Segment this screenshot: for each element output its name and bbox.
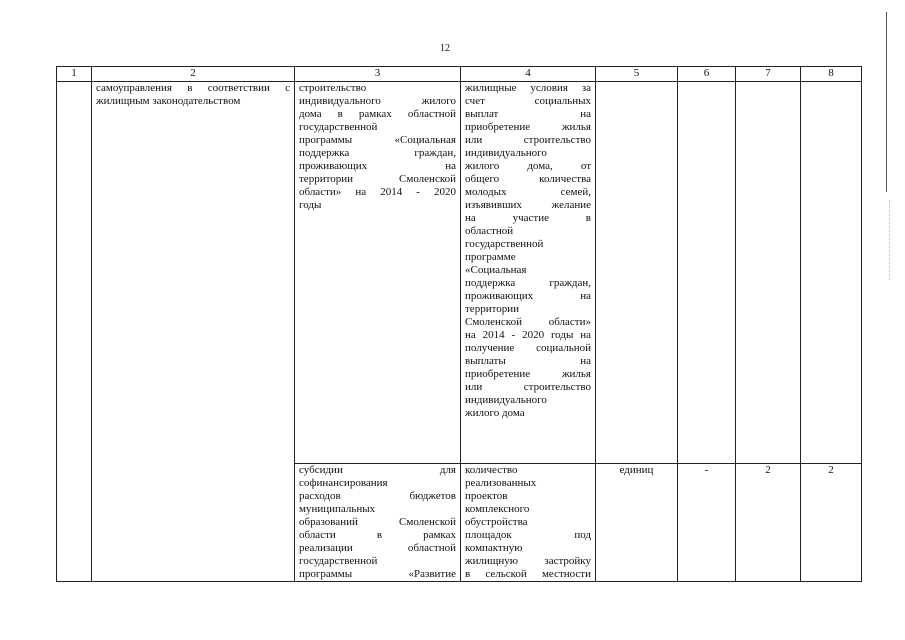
row1-col3-line: программы «Социальная: [299, 134, 456, 146]
row1-col4-line: выплаты на: [465, 355, 591, 367]
row1-col3-line: годы: [299, 199, 322, 211]
row1-col4-line: выплат на: [465, 108, 591, 120]
row1-col4-line: Смоленской области»: [465, 316, 591, 328]
row2-col7-cell: 2: [736, 464, 801, 582]
row2-col4-line: обустройства: [465, 516, 528, 528]
row1-col4-line: или строительство: [465, 134, 591, 146]
row2-col3-line: государственной: [299, 555, 378, 567]
header-cell-6: 6: [678, 67, 736, 82]
row1-col3-line: строительство: [299, 82, 367, 94]
row1-col3-line: поддержка граждан,: [299, 147, 456, 159]
row2-col4-line: проектов: [465, 490, 508, 502]
row1-col5-cell: [596, 82, 678, 464]
header-cell-2: 2: [92, 67, 295, 82]
row1-col4-line: или строительство: [465, 381, 591, 393]
row1-col4-line: молодых семей,: [465, 186, 591, 198]
row1-col4-line: счет социальных: [465, 95, 591, 107]
row1-col3-line: индивидуального жилого: [299, 95, 456, 107]
page-edge-line: [886, 12, 887, 192]
document-table: [56, 66, 862, 582]
table-row: [57, 82, 862, 464]
row1-col4-line: государственной: [465, 238, 544, 250]
row1-col4-line: жилищные условия за: [465, 82, 591, 94]
table-header-row: [57, 67, 862, 82]
row1-col4-line: общего количества: [465, 173, 591, 185]
header-cell-7: 7: [736, 67, 801, 82]
row1-col4-line: проживающих на: [465, 290, 591, 302]
row2-col4-line: компактную: [465, 542, 523, 554]
row1-col4-line: территории: [465, 303, 520, 315]
row1-col2-cell: [92, 82, 295, 582]
row2-col4-line: жилищную застройку: [465, 555, 591, 567]
row2-col8-cell: 2: [801, 464, 862, 582]
row1-col4-line: получение социальной: [465, 342, 591, 354]
row2-col3-line: образований Смоленской: [299, 516, 456, 528]
header-cell-4: 4: [461, 67, 596, 82]
row1-col4-line: приобретение жилья: [465, 121, 591, 133]
row2-col4-cell: [461, 464, 596, 582]
row2-col6-cell: -: [678, 464, 736, 582]
row1-col4-cell: [461, 82, 596, 464]
row1-col4-line: индивидуального: [465, 394, 547, 406]
row2-col4-line: площадок под: [465, 529, 591, 541]
row2-col3-line: муниципальных: [299, 503, 376, 515]
row2-col3-line: области в рамках: [299, 529, 456, 541]
header-cell-5: 5: [596, 67, 678, 82]
row1-col4-line: индивидуального: [465, 147, 547, 159]
row1-col4-line: приобретение жилья: [465, 368, 591, 380]
row1-col4-line: жилого дома: [465, 407, 525, 419]
row2-col4-line: комплексного: [465, 503, 530, 515]
row1-col1-cell: [57, 82, 92, 582]
header-cell-8: 8: [801, 67, 862, 82]
header-cell-1: 1: [57, 67, 92, 82]
row1-col4-line: программе: [465, 251, 516, 263]
header-cell-3: 3: [295, 67, 461, 82]
row1-col3-cell: [295, 82, 461, 464]
row2-col3-line: субсидии для: [299, 464, 456, 476]
row1-col4-line: поддержка граждан,: [465, 277, 591, 289]
row1-col2-line: самоуправления в соответствии с: [96, 82, 290, 94]
row1-col8-cell: [801, 82, 862, 464]
row2-col3-cell: [295, 464, 461, 582]
row2-col4-line: реализованных: [465, 477, 537, 489]
row1-col4-line: областной: [465, 225, 514, 237]
row2-col3-line: софинансирования: [299, 477, 388, 489]
page-number: 12: [440, 43, 450, 54]
page-edge-dots: [889, 200, 891, 280]
row2-col4-line: в сельской местности: [465, 568, 591, 580]
row1-col4-line: на 2014 - 2020 годы на: [465, 329, 591, 341]
row1-col4-line: на участие в: [465, 212, 591, 224]
row1-col4-line: жилого дома, от: [465, 160, 591, 172]
row2-col4-line: количество: [465, 464, 518, 476]
row1-col3-line: области» на 2014 - 2020: [299, 186, 456, 198]
row1-col3-line: дома в рамках областной: [299, 108, 456, 120]
row1-col3-line: территории Смоленской: [299, 173, 456, 185]
row1-col6-cell: [678, 82, 736, 464]
row2-col3-line: реализации областной: [299, 542, 456, 554]
row2-col3-line: расходов бюджетов: [299, 490, 456, 502]
row1-col3-line: государственной: [299, 121, 378, 133]
row1-col3-line: проживающих на: [299, 160, 456, 172]
row2-col5-cell: единиц: [596, 464, 678, 582]
row1-col2-line: жилищным законодательством: [96, 95, 241, 107]
row1-col4-line: изъявивших желание: [465, 199, 591, 211]
row1-col4-line: «Социальная: [465, 264, 527, 276]
row2-col3-line: программы «Развитие: [299, 568, 456, 580]
row1-col7-cell: [736, 82, 801, 464]
